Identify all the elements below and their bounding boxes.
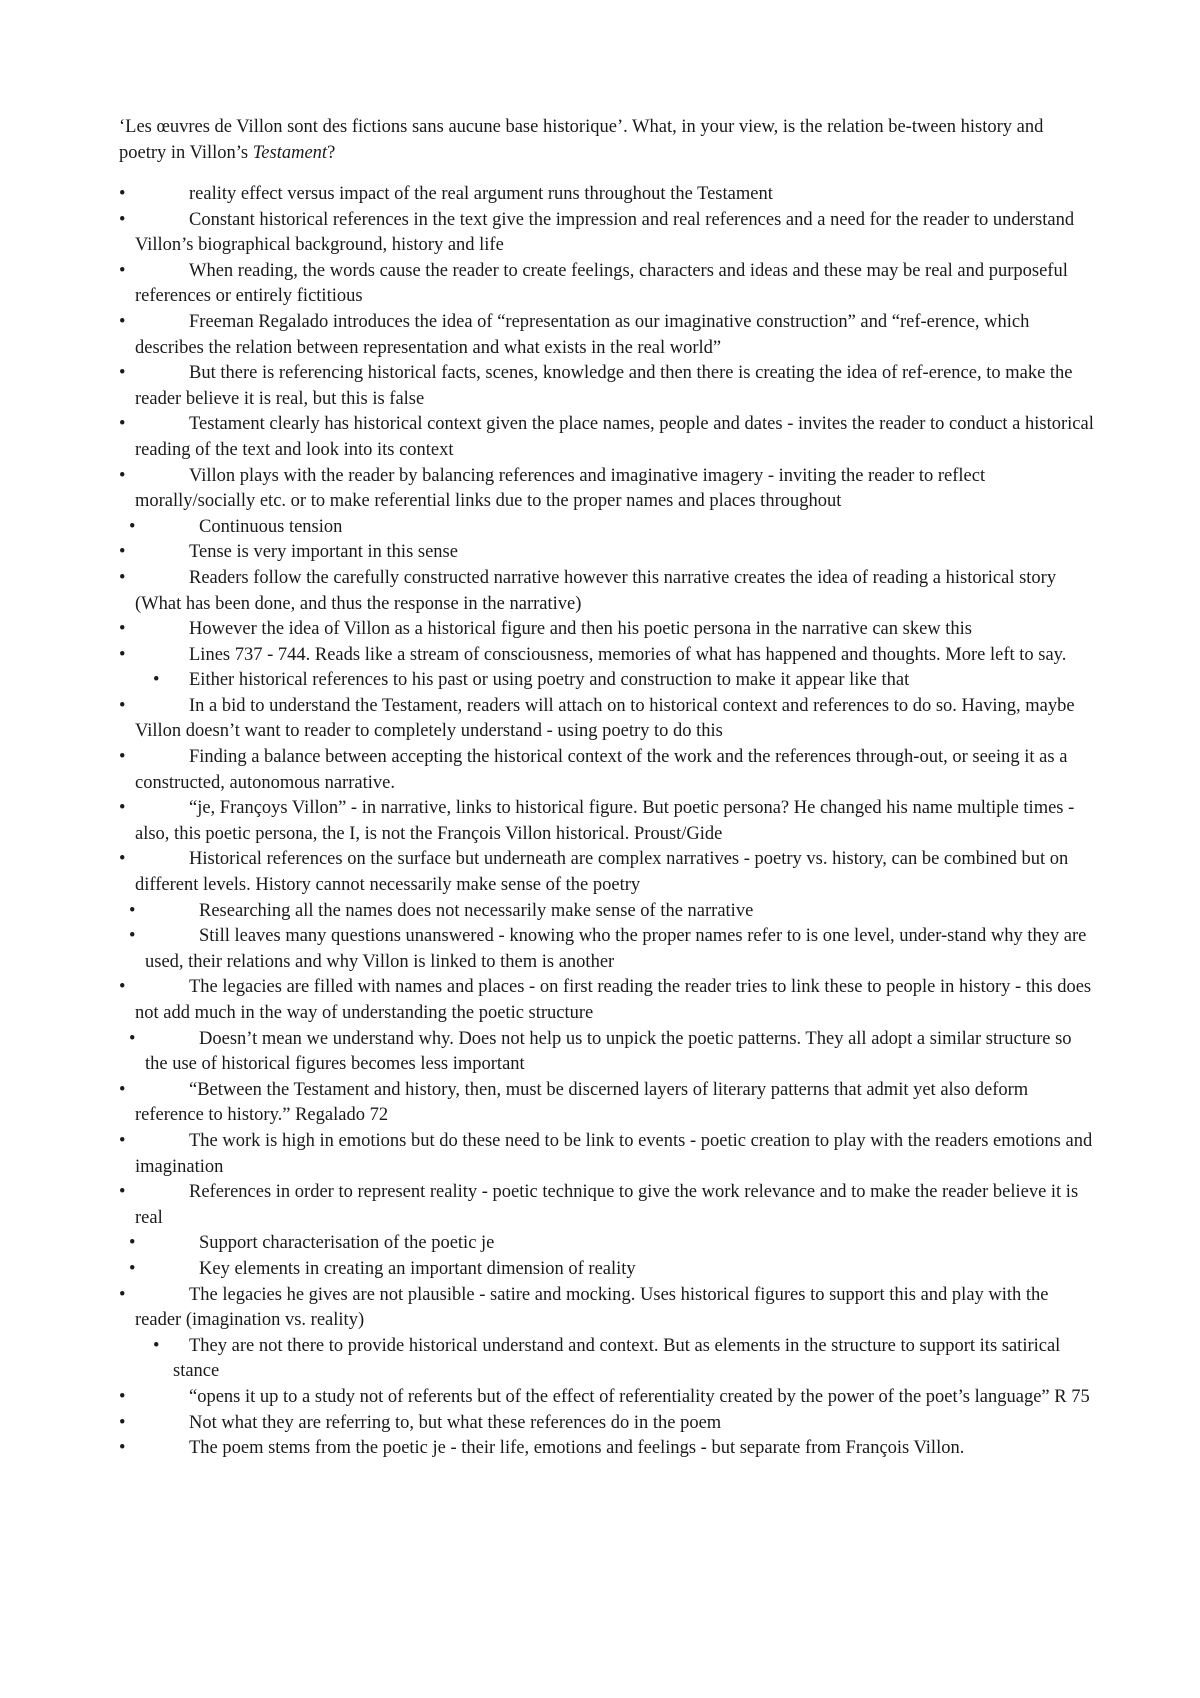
note-text: The legacies he gives are not plausible - satire and mocking. Uses historical figures to support this and play with the reader (imagination vs. reality) [135,1284,1049,1331]
bullet-icon: • [129,516,136,537]
note-text: The legacies are filled with names and places - on first reading the reader tries to link these to people in history - this does not add much in the way of understanding the poetic structure [135,977,1092,1023]
bullet-icon: • [129,1028,136,1049]
bullet-icon: • [119,567,126,588]
essay-question-end: ? [327,143,336,163]
bullet-icon: • [119,1182,126,1203]
note-text: “opens it up to a study not of referents but of the effect of referentiality created by the power of the poet’s language” R 75 [189,1386,1090,1407]
note-text: Villon plays with the reader by balancing references and imaginative imagery - inviting the reader to reflect morally/socially etc. or to make referential links due to the proper names and places throughout [135,465,986,512]
note-text: “je, Françoys Villon” - in narrative, links to historical figure. But poetic persona? He changed his name multiple times - also, this poetic persona, the I, is not the François Villon historical. Proust/Gide [135,798,1075,844]
note-item [119,643,1094,669]
note-text: “Between the Testament and history, then, must be discerned layers of literary patterns that admit yet also deform reference to history.” Regalado 72 [135,1079,1029,1126]
note-text: Testament clearly has historical context given the place names, people and dates - invites the reader to conduct a historical reading of the text and look into its context [135,414,1094,460]
bullet-icon: • [119,1079,126,1100]
note-item [119,1385,1094,1411]
note-text: Readers follow the carefully constructed narrative however this narrative creates the idea of reading a historical story (What has been done, and thus the response in the narrative) [135,567,1057,614]
note-item [119,412,1094,463]
note-item [119,1334,1094,1385]
note-item [119,1180,1094,1231]
note-item [119,1257,1094,1283]
bullet-icon: • [119,977,126,998]
bullet-icon: • [119,849,126,870]
note-item [119,617,1094,643]
note-text: Support characterisation of the poetic je [199,1233,495,1254]
note-item [119,1283,1094,1334]
bullet-icon: • [153,670,160,691]
bullet-icon: • [119,1130,126,1151]
bullet-icon: • [129,926,136,947]
note-item [119,796,1094,847]
note-text: The poem stems from the poetic je - their life, emotions and feelings - but separate from François Villon. [189,1438,965,1459]
note-item [119,668,1094,694]
note-text: Finding a balance between accepting the historical context of the work and the references through-out, or seeing it as a constructed, autonomous narrative. [135,747,1068,793]
note-item [119,1078,1094,1129]
note-item [119,310,1094,361]
bullet-icon: • [119,311,126,332]
note-item [119,515,1094,541]
note-text: Continuous tension [199,516,343,537]
note-text: However the idea of Villon as a historical figure and then his poetic persona in the narrative can skew this [189,619,973,640]
note-text: Tense is very important in this sense [189,542,458,563]
bullet-icon: • [119,619,126,640]
bullet-icon: • [153,1335,160,1356]
note-item [119,1129,1094,1180]
note-item [119,847,1094,898]
bullet-icon: • [119,747,126,768]
note-item [119,745,1094,796]
note-item [119,259,1094,310]
bullet-icon: • [119,1438,126,1459]
note-text: Either historical references to his past or using poetry and construction to make it appear like that [189,670,910,691]
bullet-icon: • [129,1233,136,1254]
note-text: They are not there to provide historical understand and context. But as elements in the structure to support its satirical stance [173,1335,1061,1382]
note-text: Not what they are referring to, but what these references do in the poem [189,1412,722,1433]
note-item [119,566,1094,617]
bullet-icon: • [119,209,126,230]
note-text: References in order to represent reality - poetic technique to give the work relevance and to make the reader believe it is real [135,1182,1079,1228]
note-text: But there is referencing historical facts, scenes, knowledge and then there is creating the idea of ref-erence, to make the reader believe it is real, but this is false [135,363,1073,409]
note-item [119,208,1094,259]
note-item [119,694,1094,745]
note-text: When reading, the words cause the reader to create feelings, characters and ideas and these may be real and purposeful references or entirely fictitious [135,260,1068,307]
note-text: Researching all the names does not necessarily make sense of the narrative [199,900,754,921]
note-item [119,182,1094,208]
bullet-icon: • [129,1258,136,1279]
essay-question [119,114,1094,166]
essay-question-text: ‘Les œuvres de Villon sont des fictions sans aucune base historique’. What, in your view, is the relation be-tween history and poetry in Villon’s [119,117,1044,163]
bullet-icon: • [119,798,126,819]
bullet-icon: • [119,363,126,384]
note-item [119,540,1094,566]
note-text: Still leaves many questions unanswered - knowing who the proper names refer to is one level, under-stand why they are used, their relations and why Villon is linked to them is another [145,926,1087,972]
note-text: Constant historical references in the text give the impression and real references and a need for the reader to understand Villon’s biographical background, history and life [135,209,1075,256]
bullet-icon: • [119,695,126,716]
note-item [119,361,1094,412]
note-item [119,899,1094,925]
bullet-icon: • [119,1412,126,1433]
note-item [119,975,1094,1026]
note-text: In a bid to understand the Testament, readers will attach on to historical context and references to do so. Having, maybe Villon doesn’t want to reader to completely understand - using poetry to do this [135,695,1075,742]
bullet-icon: • [119,1386,126,1407]
bullet-icon: • [119,414,126,435]
note-text: Key elements in creating an important dimension of reality [199,1258,636,1279]
note-item [119,1436,1094,1462]
note-text: The work is high in emotions but do these need to be link to events - poetic creation to play with the readers emotions and imagination [135,1130,1093,1177]
bullet-icon: • [119,644,126,665]
bullet-icon: • [119,465,126,486]
bullet-icon: • [119,1284,126,1305]
note-text: Historical references on the surface but underneath are complex narratives - poetry vs. history, can be combined but on different levels. History cannot necessarily make sense of the poetry [135,849,1069,896]
bullet-icon: • [129,900,136,921]
bullet-icon: • [119,542,126,563]
essay-question-title: Testament [252,143,328,163]
bullet-icon: • [119,260,126,281]
note-text: Doesn’t mean we understand why. Does not help us to unpick the poetic patterns. They all adopt a similar structure so the use of historical figures becomes less important [145,1028,1072,1075]
note-item [119,464,1094,515]
note-item [119,1027,1094,1078]
note-text: reality effect versus impact of the real argument runs throughout the Testament [189,184,773,204]
document-page [119,114,1094,1462]
notes-list [119,182,1094,1462]
note-item [119,924,1094,975]
bullet-icon: • [119,184,126,204]
note-text: Lines 737 - 744. Reads like a stream of consciousness, memories of what has happened and thoughts. More left to say. [189,644,1067,665]
note-item [119,1411,1094,1437]
note-text: Freeman Regalado introduces the idea of “representation as our imaginative construction” and “ref-erence, which describes the relation between representation and what exists in the real world” [135,311,1030,358]
note-item [119,1231,1094,1257]
